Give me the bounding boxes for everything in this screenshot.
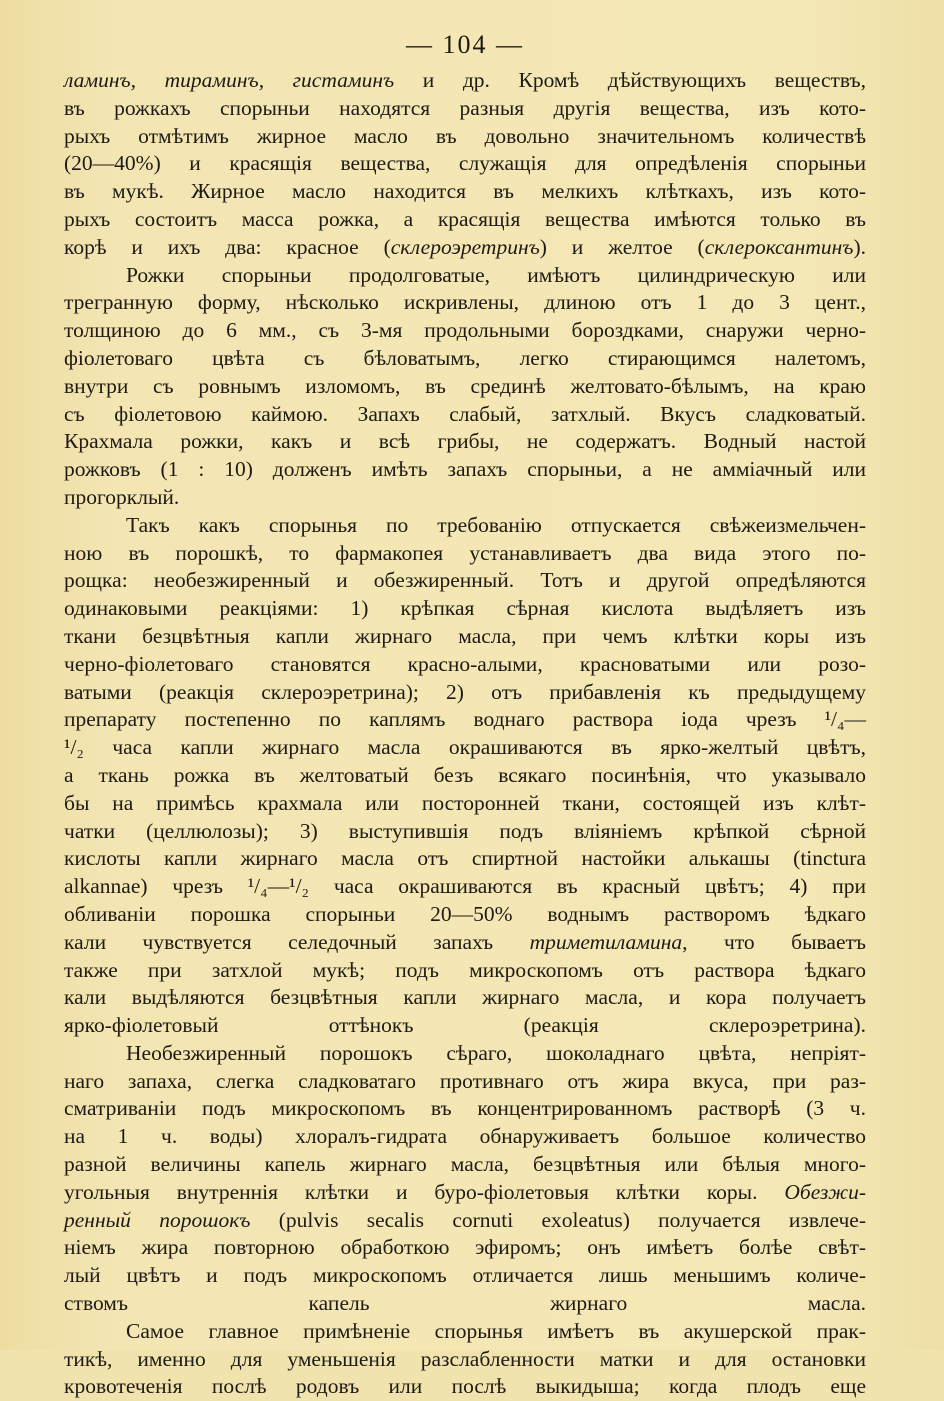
text-segment: а ткань рожка въ желтоватый безъ всякаго посинѣнія, что указывало — [64, 762, 866, 787]
text-segment: препарату постепенно по каплямъ воднаго раствора іода чрезъ ¹/₄— — [64, 707, 866, 732]
text-segment: въ рожкахъ спорыньи находятся разныя другія вещества, изъ кото- — [64, 95, 866, 120]
italic-term: склероксантинъ — [704, 234, 854, 259]
text-line — [64, 790, 866, 818]
text-line — [64, 123, 866, 151]
text-line — [64, 957, 866, 985]
text-line — [64, 567, 866, 595]
text-segment: фіолетоваго цвѣта съ бѣловатымъ, легко стирающимся налетомъ, — [64, 345, 866, 370]
text-segment: alkannae) чрезъ ¹/₄—¹/₂ часа окрашиваются въ красный цвѣтъ; 4) при — [64, 874, 866, 899]
text-line — [64, 345, 866, 373]
text-segment: (20—40%) и красящія вещества, служащія для опредѣленія спорыньи — [64, 151, 866, 176]
text-line — [64, 901, 866, 929]
text-segment: на 1 ч. воды) хлоралъ-гидрата обнаруживаетъ большое количество — [64, 1124, 866, 1149]
text-segment: ткани безцвѣтныя капли жирнаго масла, при чемъ клѣтки коры изъ — [64, 623, 866, 648]
text-line — [64, 762, 866, 790]
text-line — [64, 401, 866, 429]
text-segment: ствомъ капель жирнаго масла. — [64, 1291, 866, 1316]
text-segment: Такъ какъ спорынья по требованію отпускается свѣжеизмельчен- — [126, 512, 866, 537]
text-segment: (pulvis secalis cornuti exoleatus) получается извлече- — [250, 1207, 866, 1232]
text-line — [64, 623, 866, 651]
italic-term: склероэретринъ — [390, 234, 540, 259]
text-segment: наго запаха, слегка сладковатаго противнаго отъ жира вкуса, при раз- — [64, 1068, 866, 1093]
text-segment: кислоты капли жирнаго масла отъ спиртной настойки алькашы (tinctura — [64, 846, 866, 871]
italic-term: триметиламина — [529, 929, 683, 954]
italic-term: ренный порошокъ — [64, 1207, 251, 1232]
text-segment: ніемъ жира повторною обработкою эфиромъ; онъ имѣетъ болѣе свѣт- — [64, 1235, 866, 1260]
text-line — [64, 929, 866, 957]
text-segment: ¹/₂ часа капли жирнаго масла окрашиваются въ ярко-желтый цвѣтъ, — [64, 735, 866, 760]
text-segment: тикѣ, именно для уменьшенія разслабленности матки и для остановки — [64, 1346, 866, 1371]
text-segment: рожковъ (1 : 10) долженъ имѣть запахъ спорыньи, а не амміачный или — [64, 457, 866, 482]
text-segment: рыхъ состоитъ масса рожка, а красящія вещества имѣются только въ — [64, 206, 866, 231]
text-segment: одинаковыми реакціями: 1) крѣпкая сѣрная кислота выдѣляетъ изъ — [64, 596, 866, 621]
text-segment: ). — [853, 234, 866, 259]
text-segment: кали выдѣляются безцвѣтныя капли жирнаго масла, и кора получаетъ — [64, 985, 866, 1010]
italic-term: ламинъ, — [64, 68, 165, 92]
text-segment: внутри съ ровнымъ изломомъ, въ срединѣ желтовато-бѣлымъ, на краю — [64, 373, 866, 398]
text-line — [64, 651, 866, 679]
text-segment: Необезжиренный порошокъ сѣраго, шоколаднаго цвѣта, непріят- — [126, 1040, 866, 1065]
text-line — [64, 595, 866, 623]
text-line — [64, 234, 866, 262]
text-segment: ) и желтое ( — [539, 234, 705, 259]
text-segment: рощка: необезжиренный и обезжиренный. Тотъ и другой опредѣляются — [64, 568, 866, 593]
text-segment: кровотеченія послѣ родовъ или послѣ выкидыша; когда плодъ еще — [64, 1374, 866, 1399]
text-line — [64, 456, 866, 484]
italic-term: гистаминъ — [292, 68, 395, 92]
text-line — [64, 206, 866, 234]
page-number: — 104 — — [406, 30, 524, 59]
text-line — [64, 484, 866, 512]
text-segment: чатки (целлюлозы); 3) выступившія подъ вліяніемъ крѣпкой сѣрной — [64, 818, 866, 843]
text-segment: угольныя внутреннія клѣтки и буро-фіолетовыя клѣтки коры. — [64, 1179, 785, 1204]
text-line — [64, 540, 866, 568]
text-line — [64, 818, 866, 846]
text-segment: лый цвѣтъ и подъ микроскопомъ отличается лишь меньшимъ количе- — [64, 1263, 866, 1288]
text-segment: въ мукѣ. Жирное масло находится въ мелкихъ клѣткахъ, изъ кото- — [64, 179, 866, 204]
text-segment: сматриваніи подъ микроскопомъ въ концентрированномъ растворѣ (3 ч. — [64, 1096, 866, 1121]
text-segment: трегранную форму, нѣсколько искривлены, длиною отъ 1 до 3 цент., — [64, 290, 866, 315]
text-segment: ярко-фіолетовый оттѣнокъ (реакція склероэретрина). — [64, 1013, 866, 1038]
text-segment: и др. Кромѣ дѣйствующихъ веществъ, — [394, 68, 866, 92]
body-text — [64, 67, 866, 1401]
text-segment: разной величины капель жирнаго масла, безцвѣтныя или бѣлыя много- — [64, 1152, 866, 1177]
text-line — [64, 1123, 866, 1151]
text-line — [64, 1373, 866, 1401]
italic-term: Обезжи- — [784, 1179, 866, 1204]
text-segment: обливаніи порошка спорыньи 20—50% воднымъ растворомъ ѣдкаго — [64, 901, 866, 926]
text-segment: бы на примѣсь крахмала или посторонней ткани, состоящей изъ клѣт- — [64, 790, 866, 815]
text-segment: черно-фіолетоваго становятся красно-алыми, красноватыми или розо- — [64, 651, 866, 676]
text-segment: рыхъ отмѣтимъ жирное масло въ довольно значительномъ количествѣ — [64, 123, 866, 148]
text-line — [64, 373, 866, 401]
text-line — [64, 1095, 866, 1123]
text-line — [64, 178, 866, 206]
text-line — [64, 317, 866, 345]
text-segment: прогорклый. — [64, 484, 180, 509]
text-segment: Крахмала рожки, какъ и всѣ грибы, не содержатъ. Водный настой — [64, 429, 866, 454]
text-line — [64, 67, 866, 95]
text-segment: толщиною до 6 мм., съ 3-мя продольными бороздками, снаружи черно- — [64, 318, 866, 343]
text-segment: корѣ и ихъ два: красное ( — [64, 234, 391, 259]
text-segment: ною въ порошкѣ, то фармакопея устанавливаетъ два вида этого по- — [64, 540, 866, 565]
text-line — [64, 289, 866, 317]
text-line — [64, 1207, 866, 1235]
text-line — [64, 262, 866, 290]
text-line — [64, 873, 866, 901]
text-segment: съ фіолетовою каймою. Запахъ слабый, затхлый. Вкусъ сладковатый. — [64, 401, 866, 426]
text-segment: кали чувствуется селедочный запахъ — [64, 929, 530, 954]
text-segment: , что бываетъ — [682, 929, 866, 954]
text-line — [64, 1179, 866, 1207]
text-line — [64, 512, 866, 540]
text-segment: Самое главное примѣненіе спорынья имѣетъ въ акушерской прак- — [126, 1318, 866, 1343]
text-line — [64, 679, 866, 707]
text-line — [64, 1262, 866, 1290]
text-line — [64, 95, 866, 123]
text-line — [64, 845, 866, 873]
text-line — [64, 984, 866, 1012]
text-line — [64, 706, 866, 734]
italic-term: тираминъ, — [164, 68, 293, 92]
text-line — [64, 1318, 866, 1346]
text-line — [64, 1040, 866, 1068]
text-line — [64, 1234, 866, 1262]
text-segment: также при затхлой мукѣ; подъ микроскопомъ отъ раствора ѣдкаго — [64, 957, 866, 982]
text-line — [64, 1151, 866, 1179]
text-line — [64, 1068, 866, 1096]
text-line — [64, 150, 866, 178]
text-line — [64, 734, 866, 762]
text-line — [64, 1290, 866, 1318]
text-line — [64, 428, 866, 456]
text-line — [64, 1012, 866, 1040]
text-segment: Рожки спорыньи продолговатые, имѣютъ цилиндрическую или — [126, 262, 866, 287]
text-segment: ватыми (реакція склероэретрина); 2) отъ прибавленія къ предыдущему — [64, 679, 866, 704]
